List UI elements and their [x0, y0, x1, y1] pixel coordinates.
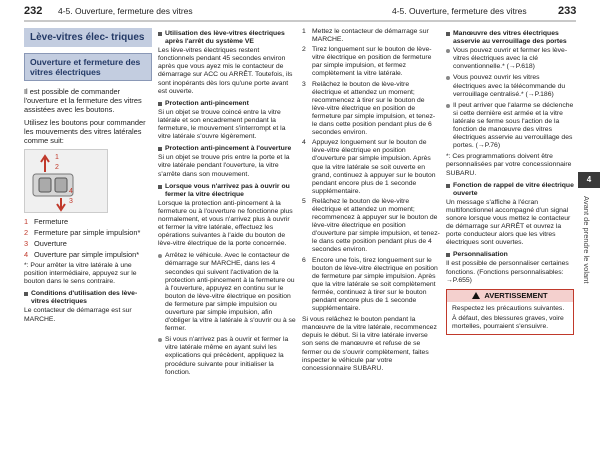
subheading: Fonction de rappel de vitre électrique ouverte: [446, 182, 574, 198]
list-item: 1 Fermeture: [24, 217, 69, 226]
footnote: *: Ces programmations doivent être personnalisées par votre concessionnaire SUBARU.: [446, 153, 572, 177]
intro-text: Il est possible de commander l'ouverture et la fermeture des vitres assistées avec les boutons.: [24, 87, 142, 114]
list-item: 4 Ouverture par simple impulsion*: [24, 250, 140, 259]
bullet-item: Si vous n'arrivez pas à ouvrir et fermer la vitre latérale même en ayant suivi les explications qui précèdent, appliquez la procédure suivante pour initialiser la fonction.: [158, 336, 296, 376]
bullet-item: Arrêtez le véhicule. Avec le contacteur de démarrage sur MARCHE, dans les 4 secondes qui suivent l'activation de la protection anti-pincement à la fermeture ou à l'ouverture, appuyez en continu sur le bouton de lève-vitre électrique en position de fermeture par simple impulsion ou ouverture par simple impulsion, afin d'obliger la vitre à latérale à s'ouvrir ou à se fermer.: [158, 252, 296, 333]
subheading: Utilisation des lève-vitres électriques après l'arrêt du système VE: [158, 30, 296, 46]
subheading: Lorsque vous n'arrivez pas à ouvrir ou fermer la vitre électrique: [158, 183, 296, 199]
step-item: 6 Encore une fois, tirez longuement sur le bouton de lève-vitre électrique en position de fermeture par simple impulsion. Après que la vitre latérale se soit complètement fermée, continuez à tirer sur le bouton pendant encore plus de 1 seconde supplémentaire.: [302, 256, 438, 313]
bullet-item: Vous pouvez ouvrir et fermer les lève-vitres électriques avec la clé conventionnelle.* (→P.618): [446, 47, 574, 71]
subheading: Personnalisation: [446, 251, 574, 259]
switch-illustration: [25, 150, 107, 212]
footnote: *: Pour arrêter la vitre latérale à une position intermédiaire, appuyez sur le bouton dans le sens contraire.: [24, 262, 137, 286]
body-text: Un message s'affiche à l'écran multifonctionnel accompagné d'un signal sonore lorsque vous mettez le contacteur de démarrage sur ARRÊT et ouvrez la porte conducteur alors que les vitres électriques sont ouvertes.: [446, 198, 571, 247]
page-number-left: 232: [24, 5, 43, 17]
column-3: [302, 28, 440, 377]
instruction-text: Utilisez les boutons pour commander les mouvements des vitres latérales comme suit:: [24, 118, 146, 145]
column-4: [446, 28, 574, 335]
warning-box: [446, 289, 574, 335]
body-text: Le contacteur de démarrage est sur MARCHE.: [24, 307, 132, 323]
body-text: Les lève-vitres électriques restent fonctionnels pendant 45 secondes environ après que vous ayez mis le contacteur de démarrage sur ACC ou ARRÊT. Toutefois, ils sont inopérants dès lors qu'une porte avant est ouverte.: [158, 47, 293, 95]
section-heading: Ouverture et fermeture des vitres électriques: [24, 53, 152, 81]
figure-label-3: 3: [69, 198, 73, 205]
figure-label-4: 4: [69, 188, 73, 195]
chapter-number: 4: [578, 172, 600, 188]
figure-label-1: 1: [55, 154, 59, 161]
subheading: Manœuvre des vitres électriques asservie au verrouillage des portes: [446, 30, 574, 46]
warning-body: Respectez les précautions suivantes. À défaut, des blessures graves, voire mortelles, pourraient s'ensuivre.: [452, 304, 565, 330]
chapter-title: Lève-vitres élec- triques: [24, 28, 152, 47]
step-item: 3 Relâchez le bouton de lève-vitre électrique et attendez un moment; recommencez à tirer sur le bouton de lève-vitre électrique en position de fermeture par simple impulsion, et tenez-le dans cette position pendant plus de 6 secondes environ.: [302, 80, 436, 137]
step-item: 4 Appuyez longuement sur le bouton de lève-vitre électrique en position d'ouverture par simple impulsion. Après que la vitre latérale se soit ouverte en grand, continuez à appuyer sur le bouton pendant encore plus de 1 seconde supplémentaire.: [302, 139, 436, 195]
figure-label-2: 2: [55, 164, 59, 171]
page-header: [0, 0, 600, 22]
body-text: Si vous relâchez le bouton pendant la manœuvre de la vitre latérale, recommencez depuis le début. Si la vitre latérale inverse son sens de manœuvre et refuse de se fermer ou de s'ouvrir complètement, faites inspecter le véhicule par votre concessionnaire SUBARU.: [302, 316, 437, 372]
section-title-left: 4-5. Ouverture, fermeture des vitres: [58, 6, 193, 16]
step-item: 5 Relâchez le bouton de lève-vitre électrique et attendez un moment; recommencez à appuyer sur le bouton de lève-vitre électrique en position d'ouverture par simple impulsion, et tenez-le dans cette position pendant plus de 4 secondes environ.: [302, 197, 440, 254]
step-item: 2 Tirez longuement sur le bouton de lève-vitre électrique en position de fermeture par simple impulsion, et fermez complètement la vitre latérale.: [302, 46, 432, 78]
step-item: 1 Mettez le contacteur de démarrage sur MARCHE.: [302, 28, 429, 44]
bullet-item: Il peut arriver que l'alarme se déclenche si cette dernière est armée et la vitre latérale se ferme sous l'action de la fonction de manœuvre des vitres électriques asservie au verrouillage des portes. (→P.76): [446, 102, 574, 151]
section-title-right: 4-5. Ouverture, fermeture des vitres: [392, 6, 527, 16]
column-1: [24, 28, 152, 328]
bullet-item: Vous pouvez ouvrir les vitres électriques avec la télécommande du verrouillage centralisé.* (→P.186): [446, 74, 574, 98]
chapter-title-vertical: Avant de prendre le volant: [582, 196, 591, 284]
warning-header: AVERTISSEMENT: [447, 290, 573, 302]
subheading: Protection anti-pincement à l'ouverture: [158, 145, 296, 153]
body-text: Si un objet se trouve coincé entre la vitre latérale et son encadrement pendant la fermeture, le mouvement s'interrompt et la vitre latérale s'ouvre légèrement.: [158, 108, 286, 141]
page-number-right: 233: [558, 5, 577, 17]
body-text: Si un objet se trouve pris entre la porte et la vitre latérale pendant l'ouverture, la vitre s'arrête dans son mouvement.: [158, 154, 290, 178]
body-text: Il est possible de personnaliser certaines fonctions. (Fonctions personnalisables: →P.655): [446, 260, 569, 284]
body-text: Lorsque la protection anti-pincement à la fermeture ou à l'ouverture ne fonctionne plus normalement, et vous n'arrivez plus à ouvrir et fermer la vitre latérale, effectuez les opérations suivantes à l'aide du bouton de lève-vitre électrique de la porte concernée.: [158, 199, 293, 248]
header-rule: [24, 20, 576, 22]
list-item: 3 Ouverture: [24, 239, 67, 248]
list-item: 2 Fermeture par simple impulsion*: [24, 228, 141, 237]
warning-icon: [472, 292, 480, 299]
window-switch-figure: [24, 149, 108, 213]
column-2: [158, 28, 296, 380]
chapter-tab: [578, 172, 600, 330]
subheading: Conditions d'utilisation des lève-vitres électriques: [24, 290, 152, 306]
subheading: Protection anti-pincement: [158, 100, 296, 108]
